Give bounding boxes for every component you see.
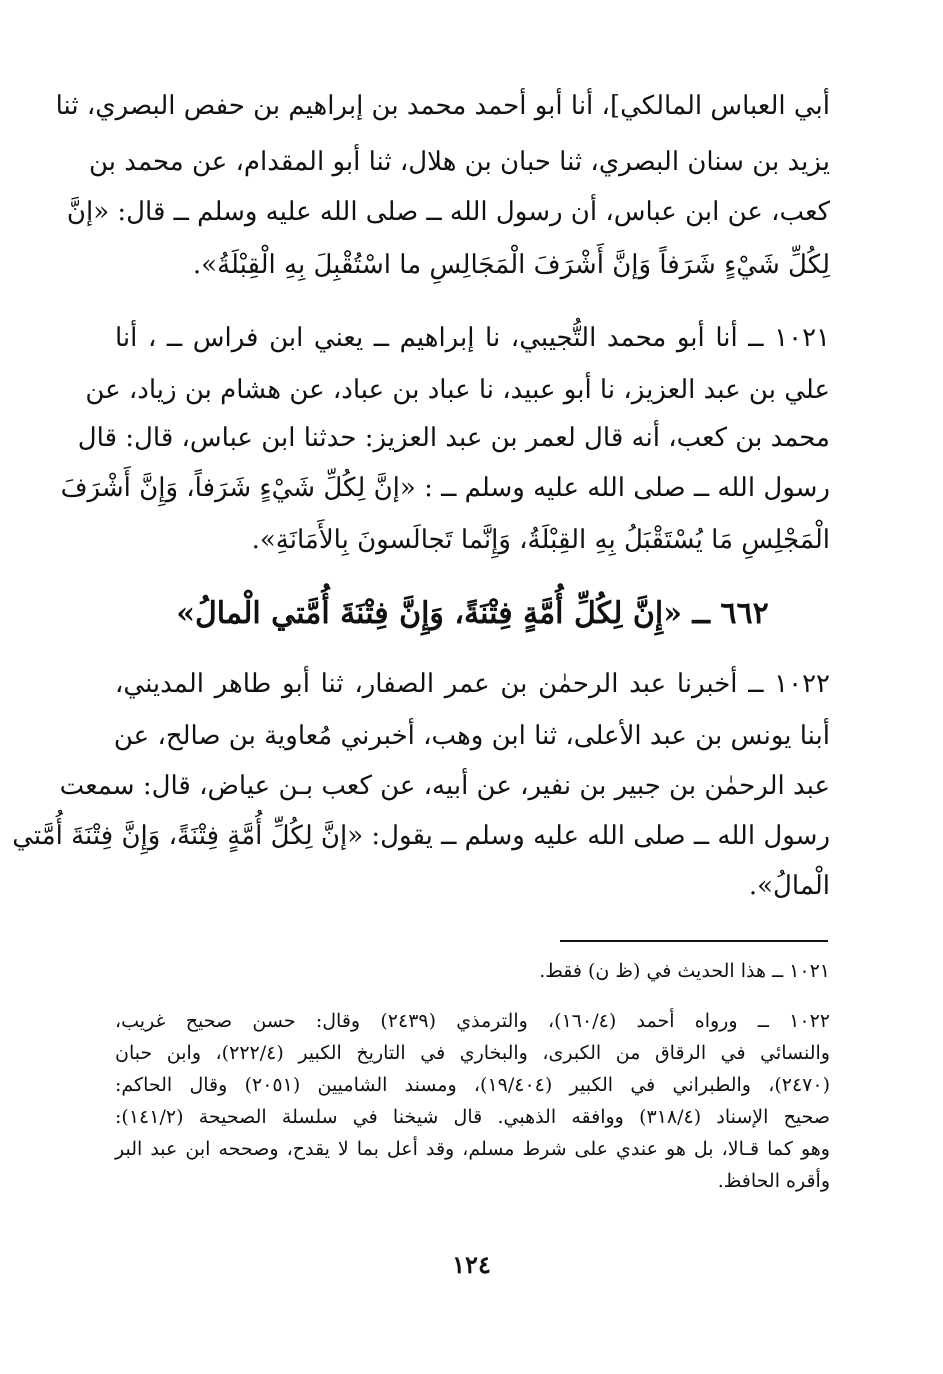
text-line: رسول الله ــ صلى الله عليه وسلم ــ يقول: «إنَّ لِكُلِّ أُمَّةٍ فِتْنَةً، وَإِنَّ فِتْنَةَ أُمَّتي — [12, 821, 830, 851]
text-line: الْمالُ». — [748, 871, 830, 901]
chapter-heading: ٦٦٢ ــ «إِنَّ لِكُلِّ أُمَّةٍ فِتْنَةً، وَإِنَّ فِتْنَةَ أُمَّتي الْمالُ» — [176, 596, 769, 631]
page-number: ١٢٤ — [452, 1250, 491, 1279]
footnote-line: وأقره الحافظ. — [717, 1170, 830, 1192]
footnote-1022-line: ١٠٢٢ ــ ورواه أحمد (١٦٠/٤)، والترمذي (٢٤٣٩) وقال: حسن صحيح غريب، — [115, 1010, 830, 1032]
footnote-line: وهو كما قـالا، بل هو عندي على شرط مسلم، وقد أعل بما لا يقدح، وصححه ابن عبد البر — [115, 1138, 830, 1160]
footnote-separator — [560, 940, 828, 942]
text-line: محمد بن كعب، أنه قال لعمر بن عبد العزيز: حدثنا ابن عباس، قال: قال — [77, 423, 830, 453]
text-line: يزيد بن سنان البصري، ثنا حبان بن هلال، ثنا أبو المقدام، عن محمد بن — [89, 147, 830, 177]
footnote-1021: ١٠٢١ ــ هذا الحديث في (ظ ن) فقط. — [539, 960, 830, 982]
text-line: أبنا يونس بن عبد الأعلى، ثنا ابن وهب، أخبرني مُعاوية بن صالح، عن — [113, 721, 830, 751]
footnote-line: والنسائي في الرقاق من الكبرى، والبخاري في التاريخ الكبير (٢٢٢/٤)، وابن حبان — [115, 1042, 830, 1064]
text-line: رسول الله ــ صلى الله عليه وسلم ــ : «إنَّ لِكُلِّ شَيْءٍ شَرَفاً، وَإِنَّ أَشْرَفَ — [60, 473, 830, 503]
hadith-1022-line: ١٠٢٢ ــ أخبرنا عبد الرحمٰن بن عمر الصفار، ثنا أبو طاهر المديني، — [115, 669, 830, 699]
text-line: عبد الرحمٰن بن جبير بن نفير، عن أبيه، عن كعب بـن عياض، قال: سمعت — [59, 771, 830, 801]
text-line: أبي العباس المالكي]، أنا أبو أحمد محمد بن إبراهيم بن حفص البصري، ثنا — [55, 91, 830, 121]
text-line: الْمَجْلِسِ مَا يُسْتَقْبَلُ بِهِ القِبْلَةُ، وَإِنَّما تَجالَسونَ بِالأَمَانَةِ». — [251, 525, 830, 555]
hadith-1021-line: ١٠٢١ ــ أنا أبو محمد التُّجيبي، نا إبراهيم ــ يعني ابن فراس ــ ، أنا — [115, 323, 830, 353]
footnote-line: صحيح الإسناد (٣١٨/٤) ووافقه الذهبي. قال شيخنا في سلسلة الصحيحة (١٤١/٢): — [115, 1106, 830, 1128]
footnote-line: (٢٤٧٠)، والطبراني في الكبير (١٩/٤٠٤)، ومسند الشاميين (٢٠٥١) وقال الحاكم: — [115, 1074, 830, 1096]
text-line: علي بن عبد العزيز، نا أبو عبيد، نا عباد بن عباد، عن هشام بن زياد، عن — [85, 375, 830, 405]
text-line: كعب، عن ابن عباس، أن رسول الله ــ صلى الله عليه وسلم ــ قال: «إنَّ — [66, 197, 830, 227]
text-line: لِكُلِّ شَيْءٍ شَرَفاً وَإنَّ أَشْرَفَ الْمَجَالِسِ ما اسْتُقْبِلَ بِهِ الْقِبْلَةُ». — [192, 250, 830, 280]
